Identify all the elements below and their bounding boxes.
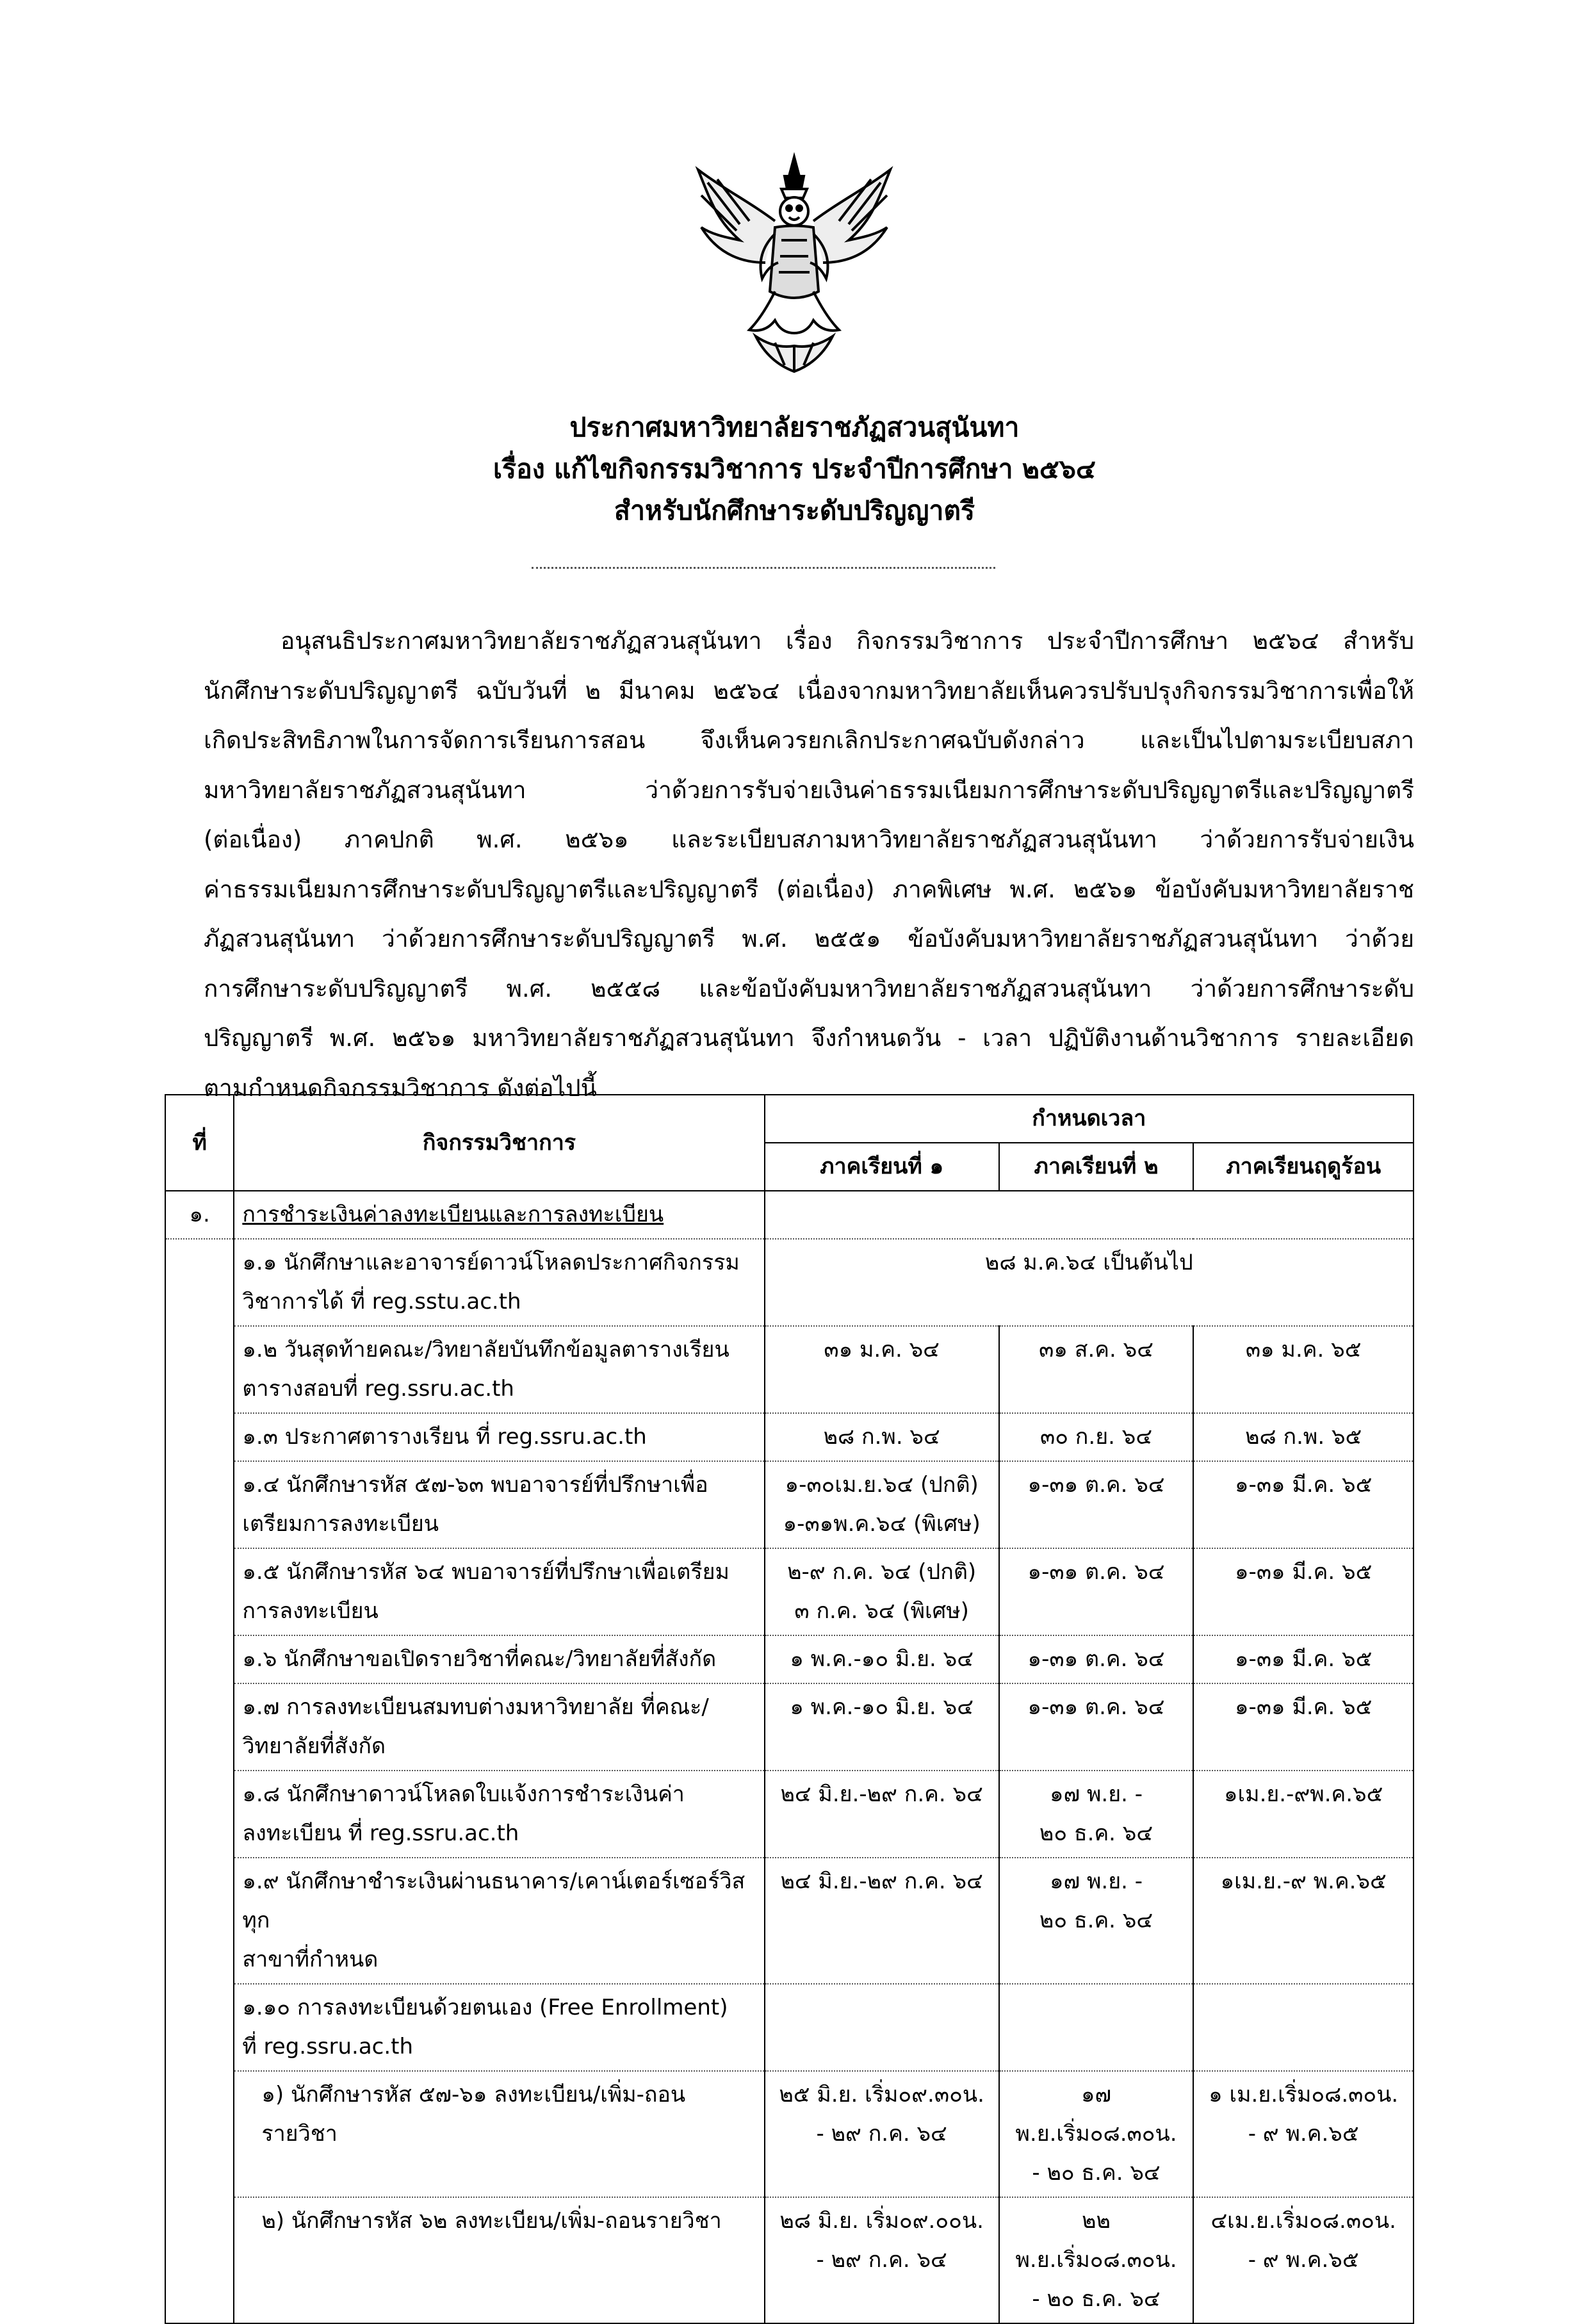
- empty-cell: [1193, 1984, 1414, 2071]
- date-text: - ๒๐ ธ.ค. ๖๔: [1032, 2160, 1161, 2186]
- col-header-semester-2: ภาคเรียนที่ ๒: [999, 1143, 1194, 1191]
- schedule-span-cell: ๒๘ ม.ค.๖๔ เป็นต้นไป: [765, 1239, 1414, 1326]
- date-text: - ๒๙ ก.ค. ๖๔: [816, 2121, 947, 2147]
- date-text: ๑-๓๑พ.ค.๖๔ (พิเศษ): [783, 1511, 981, 1537]
- date-text: ๒๘ ก.พ. ๖๔: [823, 1424, 940, 1450]
- date-text: ๑๗ พ.ย. -: [1050, 1869, 1143, 1894]
- activity-text: ๑.๔ นักศึกษารหัส ๕๗-๖๓ พบอาจารย์ที่ปรึกษาเพื่อ: [242, 1472, 708, 1498]
- date-text: ๑-๓๑ มี.ค. ๖๕: [1234, 1472, 1373, 1498]
- activity-text: ที่ reg.ssru.ac.th: [242, 2034, 414, 2059]
- col-header-activity: กิจกรรมวิชาการ: [234, 1095, 764, 1191]
- empty-cell: [999, 1984, 1194, 2071]
- date-text: ๓ ก.ค. ๖๔ (พิเศษ): [794, 1598, 969, 1624]
- date-text: ๑-๓๑ มี.ค. ๖๕: [1234, 1694, 1373, 1720]
- body-line: เกิดประสิทธิภาพในการจัดการเรียนการสอน จึงเห็นควรยกเลิกประกาศฉบับดังกล่าว และเป็นไปตามระเบียบสภา: [204, 726, 1414, 754]
- col-header-no: ที่: [165, 1095, 234, 1191]
- body-paragraph: [204, 616, 1414, 1113]
- activity-text: เตรียมการลงทะเบียน: [242, 1511, 439, 1537]
- date-text: ๒๘ มิ.ย. เริ่ม๐๙.๐๐น.: [779, 2208, 984, 2234]
- activity-text: การลงทะเบียน: [242, 1598, 379, 1624]
- table-row: [165, 1239, 1414, 1326]
- date-text: ๑ พ.ค.-๑๐ มิ.ย. ๖๔: [790, 1694, 974, 1720]
- table-row: [165, 2197, 1414, 2323]
- date-text: ๑ พ.ค.-๑๐ มิ.ย. ๖๔: [790, 1646, 974, 1672]
- date-text: ๑เม.ย.-๙พ.ค.๖๕: [1223, 1781, 1383, 1807]
- body-line: อนุสนธิประกาศมหาวิทยาลัยราชภัฏสวนสุนันทา เรื่อง กิจกรรมวิชาการ ประจำปีการศึกษา ๒๕๖๔ สำหรับ: [281, 627, 1414, 655]
- date-text: ๑เม.ย.-๙ พ.ค.๖๕: [1220, 1869, 1387, 1894]
- date-text: ๑๗ พ.ย.เริ่ม๐๘.๓๐น.: [1015, 2082, 1177, 2147]
- announcement-subject: เรื่อง แก้ไขกิจกรรมวิชาการ ประจำปีการศึกษา ๒๕๖๔: [493, 454, 1096, 484]
- activity-text: ๑.๘ นักศึกษาดาวน์โหลดใบแจ้งการชำระเงินค่า: [242, 1781, 685, 1807]
- table-row: [165, 1984, 1414, 2071]
- activity-text: สาขาที่กำหนด: [242, 1947, 379, 1972]
- body-line: ภัฏสวนสุนันทา ว่าด้วยการศึกษาระดับปริญญาตรี พ.ศ. ๒๕๕๑ ข้อบังคับมหาวิทยาลัยราชภัฏสวนสุนันทา ว่าด้วย: [204, 925, 1414, 953]
- col-header-schedule: กำหนดเวลา: [765, 1095, 1414, 1143]
- date-text: - ๙ พ.ค.๖๕: [1248, 2247, 1359, 2273]
- col-header-semester-1: ภาคเรียนที่ ๑: [765, 1143, 999, 1191]
- garuda-emblem-icon: [679, 151, 909, 381]
- empty-cell: [165, 1239, 234, 2323]
- activity-text: ๑.๑ นักศึกษาและอาจารย์ดาวน์โหลดประกาศกิจกรรม: [242, 1250, 740, 1275]
- date-text: ๒๘ ก.พ. ๖๕: [1245, 1424, 1362, 1450]
- activity-text: วิชาการได้ ที่ reg.sstu.ac.th: [242, 1289, 521, 1314]
- activity-text: ๑.๒ วันสุดท้ายคณะ/วิทยาลัยบันทึกข้อมูลตารางเรียน: [242, 1337, 729, 1362]
- date-text: ๒๕ มิ.ย. เริ่ม๐๙.๓๐น.: [779, 2082, 984, 2107]
- date-text: ๒๐ ธ.ค. ๖๔: [1039, 1908, 1153, 1933]
- date-text: ๑-๓๐เม.ย.๖๔ (ปกติ): [785, 1472, 979, 1498]
- activity-text: ๑.๖ นักศึกษาขอเปิดรายวิชาที่คณะ/วิทยาลัยที่สังกัด: [242, 1646, 717, 1672]
- date-text: ๑-๓๑ ต.ค. ๖๔: [1027, 1694, 1165, 1720]
- announcement-title: ประกาศมหาวิทยาลัยราชภัฏสวนสุนันทา: [569, 412, 1020, 443]
- date-text: ๓๐ ก.ย. ๖๔: [1040, 1424, 1153, 1450]
- activity-text: ตารางสอบที่ reg.ssru.ac.th: [242, 1376, 514, 1402]
- section-number: ๑.: [165, 1191, 234, 1239]
- body-line: ค่าธรรมเนียมการศึกษาระดับปริญญาตรีและปริญญาตรี (ต่อเนื่อง) ภาคพิเศษ พ.ศ. ๒๕๖๑ ข้อบังคับมหาวิทยาลัยราช: [204, 875, 1414, 903]
- activity-text: ๑.๗ การลงทะเบียนสมทบต่างมหาวิทยาลัย ที่คณะ/: [242, 1694, 709, 1720]
- activity-text: ๑) นักศึกษารหัส ๕๗-๖๑ ลงทะเบียน/เพิ่ม-ถอนรายวิชา: [261, 2082, 686, 2147]
- date-text: ๒๔ มิ.ย.-๒๙ ก.ค. ๖๔: [780, 1869, 983, 1894]
- table-row: [165, 1683, 1414, 1771]
- date-text: ๓๑ ม.ค. ๖๔: [824, 1337, 940, 1362]
- section-title: การชำระเงินค่าลงทะเบียนและการลงทะเบียน: [234, 1191, 764, 1239]
- activity-cell: [234, 1239, 764, 1326]
- activity-text: วิทยาลัยที่สังกัด: [242, 1733, 386, 1759]
- date-text: ๑-๓๑ มี.ค. ๖๕: [1234, 1559, 1373, 1585]
- table-row: [165, 1461, 1414, 1548]
- date-text: ๒-๙ ก.ค. ๖๔ (ปกติ): [787, 1559, 977, 1585]
- date-text: ๔เม.ย.เริ่ม๐๘.๓๐น.: [1210, 2208, 1396, 2234]
- date-text: ๑๗ พ.ย. -: [1050, 1781, 1143, 1807]
- activity-text: ๑.๑๐ การลงทะเบียนด้วยตนเอง (Free Enrollment): [242, 1995, 728, 2020]
- activity-text: ๒) นักศึกษารหัส ๖๒ ลงทะเบียน/เพิ่ม-ถอนรายวิชา: [261, 2208, 722, 2234]
- announcement-audience: สำหรับนักศึกษาระดับปริญญาตรี: [614, 495, 975, 526]
- table-row: [165, 1635, 1414, 1683]
- table-row: [165, 2071, 1414, 2197]
- date-text: ๓๑ ส.ค. ๖๔: [1039, 1337, 1153, 1362]
- date-text: ๓๑ ม.ค. ๖๕: [1245, 1337, 1362, 1362]
- table-row: [165, 1548, 1414, 1635]
- date-text: ๑ เม.ย.เริ่ม๐๘.๓๐น.: [1209, 2082, 1399, 2107]
- table-row: [165, 1326, 1414, 1413]
- activity-text: ๑.๕ นักศึกษารหัส ๖๔ พบอาจารย์ที่ปรึกษาเพื่อเตรียม: [242, 1559, 729, 1585]
- activity-text: ๑.๙ นักศึกษาชำระเงินผ่านธนาคาร/เคาน์เตอร์เซอร์วิสทุก: [242, 1869, 746, 1933]
- table-row: [165, 1858, 1414, 1984]
- date-text: ๒๔ มิ.ย.-๒๙ ก.ค. ๖๔: [780, 1781, 983, 1807]
- activity-text: ลงทะเบียน ที่ reg.ssru.ac.th: [242, 1821, 519, 1846]
- body-line: มหาวิทยาลัยราชภัฏสวนสุนันทา ว่าด้วยการรับจ่ายเงินค่าธรรมเนียมการศึกษาระดับปริญญาตรีและปริญญาตรี: [204, 776, 1414, 804]
- col-header-summer: ภาคเรียนฤดูร้อน: [1193, 1143, 1414, 1191]
- table-row: [165, 1191, 1414, 1239]
- body-line: ปริญญาตรี พ.ศ. ๒๕๖๑ มหาวิทยาลัยราชภัฏสวนสุนันทา จึงกำหนดวัน - เวลา ปฏิบัติงานด้านวิชาการ รายละเอียด: [204, 1024, 1414, 1052]
- table-row: [165, 1771, 1414, 1858]
- body-line: การศึกษาระดับปริญญาตรี พ.ศ. ๒๕๕๘ และข้อบังคับมหาวิทยาลัยราชภัฏสวนสุนันทา ว่าด้วยการศึกษาระดับ: [204, 974, 1414, 1002]
- date-text: ๑-๓๑ ต.ค. ๖๔: [1027, 1559, 1165, 1585]
- date-text: ๒๐ ธ.ค. ๖๔: [1039, 1821, 1153, 1846]
- date-text: - ๒๙ ก.ค. ๖๔: [816, 2247, 947, 2273]
- date-text: ๑-๓๑ มี.ค. ๖๕: [1234, 1646, 1373, 1672]
- empty-cell: [765, 1984, 999, 2071]
- date-text: - ๙ พ.ค.๖๕: [1248, 2121, 1359, 2147]
- body-line: (ต่อเนื่อง) ภาคปกติ พ.ศ. ๒๕๖๑ และระเบียบสภามหาวิทยาลัยราชภัฏสวนสุนันทา ว่าด้วยการรับจ่ายเงิน: [204, 826, 1414, 853]
- dotted-divider: [532, 567, 995, 569]
- date-text: ๒๒ พ.ย.เริ่ม๐๘.๓๐น.: [1015, 2208, 1177, 2273]
- body-line: ตามกำหนดกิจกรรมวิชาการ ดังต่อไปนี้: [204, 1074, 597, 1102]
- date-text: ๑-๓๑ ต.ค. ๖๔: [1027, 1646, 1165, 1672]
- empty-cell: [765, 1191, 1414, 1239]
- body-line: นักศึกษาระดับปริญญาตรี ฉบับวันที่ ๒ มีนาคม ๒๕๖๔ เนื่องจากมหาวิทยาลัยเห็นควรปรับปรุงกิจกรรมวิชาการเพื่อให้: [204, 676, 1414, 705]
- table-row: [165, 1413, 1414, 1461]
- date-text: - ๒๐ ธ.ค. ๖๔: [1032, 2286, 1161, 2312]
- date-text: ๑-๓๑ ต.ค. ๖๔: [1027, 1472, 1165, 1498]
- academic-schedule-table: [165, 1094, 1414, 2324]
- activity-text: ๑.๓ ประกาศตารางเรียน ที่ reg.ssru.ac.th: [242, 1424, 647, 1450]
